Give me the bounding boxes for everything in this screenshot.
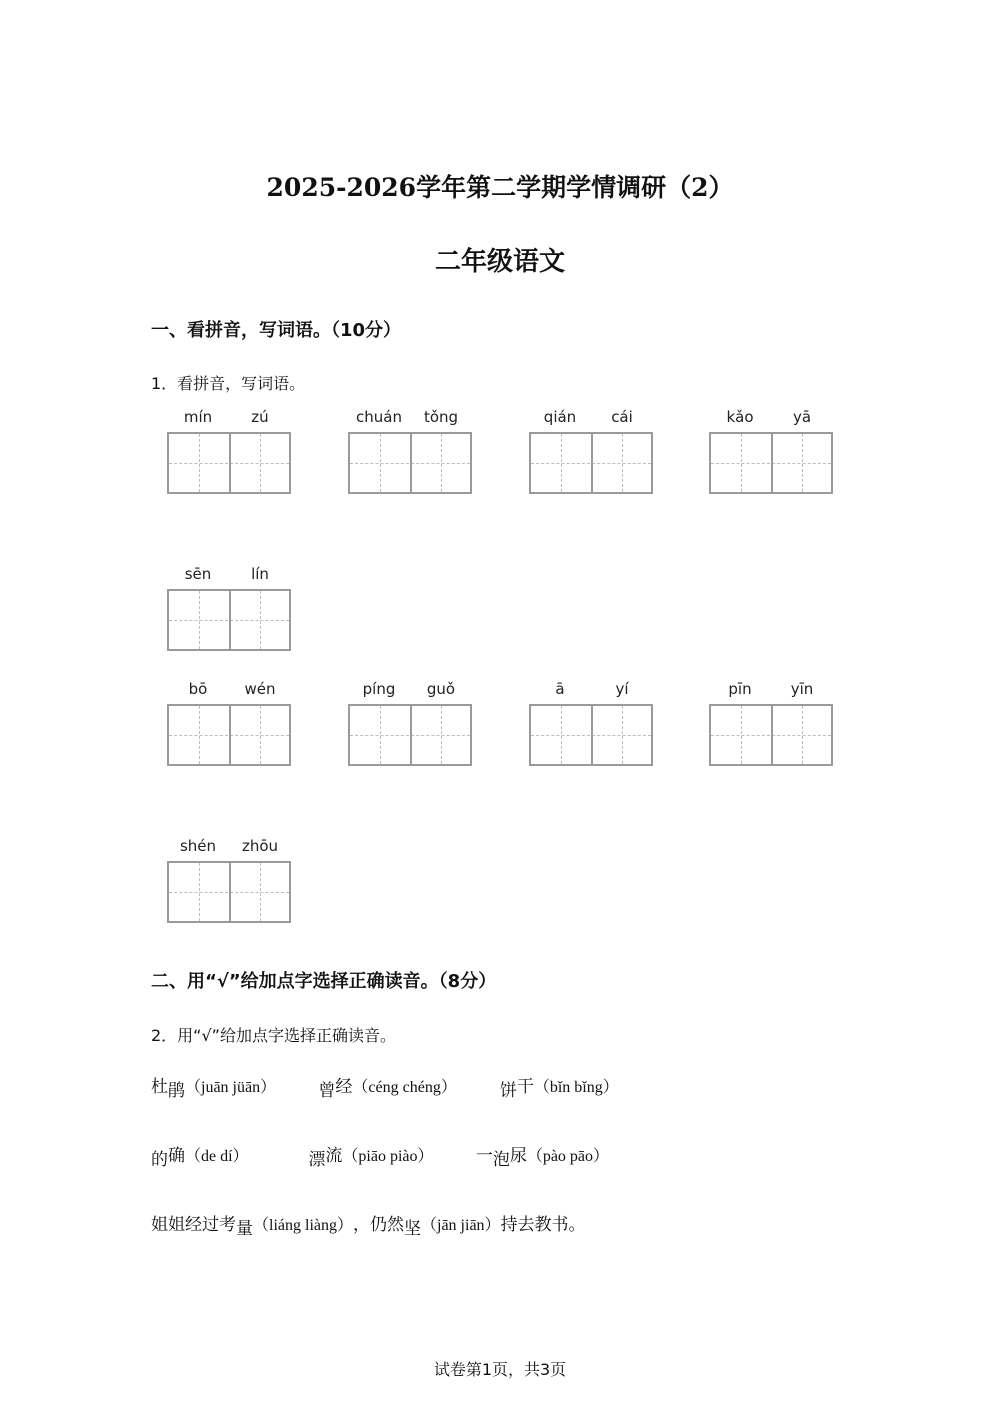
pinyin-label: wén (244, 680, 276, 698)
pinyin-label: qián (543, 408, 577, 426)
grid-guide-vertical (561, 706, 562, 764)
grid-cell-divider (771, 434, 773, 492)
pinyin-options: （bǐn bǐng） (533, 1079, 619, 1096)
pinyin-options: （jān jiān） (421, 1217, 501, 1234)
reading-row-1 (151, 1072, 619, 1101)
writing-box[interactable] (167, 704, 291, 766)
pinyin-label: chuán (356, 408, 402, 426)
sentence-text: ，仍然 (353, 1215, 404, 1235)
writing-box[interactable] (348, 432, 472, 494)
exam-subtitle: 二年级语文 (434, 247, 565, 277)
writing-box[interactable] (167, 589, 291, 651)
grid-guide-vertical (260, 863, 261, 921)
grid-guide-vertical (260, 434, 261, 492)
pinyin-options: （céng chéng） (352, 1079, 457, 1096)
pinyin-label: mín (183, 408, 213, 426)
writing-box[interactable] (709, 704, 833, 766)
pinyin-label: yīn (790, 680, 814, 698)
dotted-char: 泡 (492, 1150, 510, 1170)
writing-box[interactable] (529, 704, 653, 766)
grid-guide-vertical (741, 434, 742, 492)
sentence-text: 持去教书。 (500, 1215, 586, 1235)
dotted-char: 鹃 (168, 1081, 185, 1101)
pinyin-label: yā (792, 408, 812, 426)
pinyin-label: sēn (184, 565, 212, 583)
grid-cell-divider (410, 434, 412, 492)
reading-row-2 (151, 1141, 610, 1170)
reading-item (151, 1072, 313, 1101)
grid-guide-vertical (622, 706, 623, 764)
pinyin-options: （liáng liàng） (253, 1217, 353, 1234)
writing-box[interactable] (348, 704, 472, 766)
pinyin-label: zhōu (241, 837, 279, 855)
dotted-char: 的 (151, 1150, 168, 1170)
reading-item (151, 1141, 303, 1170)
pinyin-label: lín (251, 565, 269, 583)
question-1-text: 1．看拼音，写词语。 (151, 374, 306, 393)
dotted-char: 坚 (404, 1219, 421, 1239)
pinyin-options: （juān jüān） (185, 1079, 277, 1096)
grid-guide-vertical (380, 706, 381, 764)
grid-guide-vertical (199, 434, 200, 492)
pinyin-label: píng (362, 680, 396, 698)
pinyin-label: cái (611, 408, 633, 426)
grid-guide-vertical (441, 706, 442, 764)
pinyin-label: guǒ (426, 680, 456, 698)
dotted-char: 曾 (318, 1081, 336, 1101)
item-text: 一 (475, 1146, 493, 1166)
question-2-text: 2．用“√”给加点字选择正确读音。 (151, 1026, 396, 1045)
grid-guide-vertical (802, 706, 803, 764)
pinyin-options: （pào pāo） (526, 1148, 610, 1165)
item-text: 流 (325, 1146, 343, 1166)
grid-cell-divider (771, 706, 773, 764)
writing-box[interactable] (529, 432, 653, 494)
sentence-text: 姐姐经过考 (151, 1215, 236, 1235)
reading-item (475, 1141, 610, 1170)
reading-item (499, 1072, 619, 1101)
reading-item (308, 1141, 470, 1170)
pinyin-label: bō (188, 680, 208, 698)
grid-guide-vertical (380, 434, 381, 492)
item-text: 杜 (151, 1077, 168, 1097)
pinyin-label: ā (555, 680, 565, 698)
pinyin-label: pīn (728, 680, 752, 698)
reading-row-3 (151, 1210, 586, 1239)
item-text: 确 (168, 1146, 185, 1166)
writing-box[interactable] (709, 432, 833, 494)
grid-guide-vertical (199, 706, 200, 764)
pinyin-label: yí (615, 680, 629, 698)
exam-title: 2025-2026学年第二学期学情调研（2） (266, 173, 734, 202)
grid-guide-vertical (260, 706, 261, 764)
grid-guide-vertical (561, 434, 562, 492)
grid-guide-vertical (802, 434, 803, 492)
grid-cell-divider (229, 706, 231, 764)
grid-cell-divider (229, 863, 231, 921)
pinyin-label: zú (251, 408, 269, 426)
grid-guide-vertical (741, 706, 742, 764)
pinyin-label: tǒng (423, 408, 459, 426)
grid-cell-divider (229, 434, 231, 492)
grid-cell-divider (591, 434, 593, 492)
grid-guide-vertical (199, 591, 200, 649)
pinyin-label: kǎo (726, 408, 754, 426)
pinyin-options: （de dí） (185, 1148, 249, 1165)
item-text: 尿 (509, 1146, 527, 1166)
dotted-char: 漂 (308, 1150, 326, 1170)
pinyin-label: shén (179, 837, 217, 855)
page-footer: 试卷第1页，共3页 (433, 1360, 567, 1379)
item-text: 经 (335, 1077, 353, 1097)
dotted-char: 饼 (499, 1081, 517, 1101)
grid-cell-divider (229, 591, 231, 649)
reading-item (318, 1072, 494, 1101)
dotted-char: 量 (236, 1219, 253, 1239)
pinyin-options: （piāo piào） (342, 1148, 434, 1165)
grid-cell-divider (410, 706, 412, 764)
grid-guide-vertical (199, 863, 200, 921)
grid-cell-divider (591, 706, 593, 764)
item-text: 干 (516, 1077, 534, 1097)
section-2-heading: 二、用“√”给加点字选择正确读音。（8分） (151, 971, 497, 992)
writing-box[interactable] (167, 861, 291, 923)
grid-guide-vertical (260, 591, 261, 649)
grid-guide-vertical (441, 434, 442, 492)
section-1-heading: 一、看拼音，写词语。（10分） (151, 320, 402, 341)
grid-guide-vertical (622, 434, 623, 492)
writing-box[interactable] (167, 432, 291, 494)
